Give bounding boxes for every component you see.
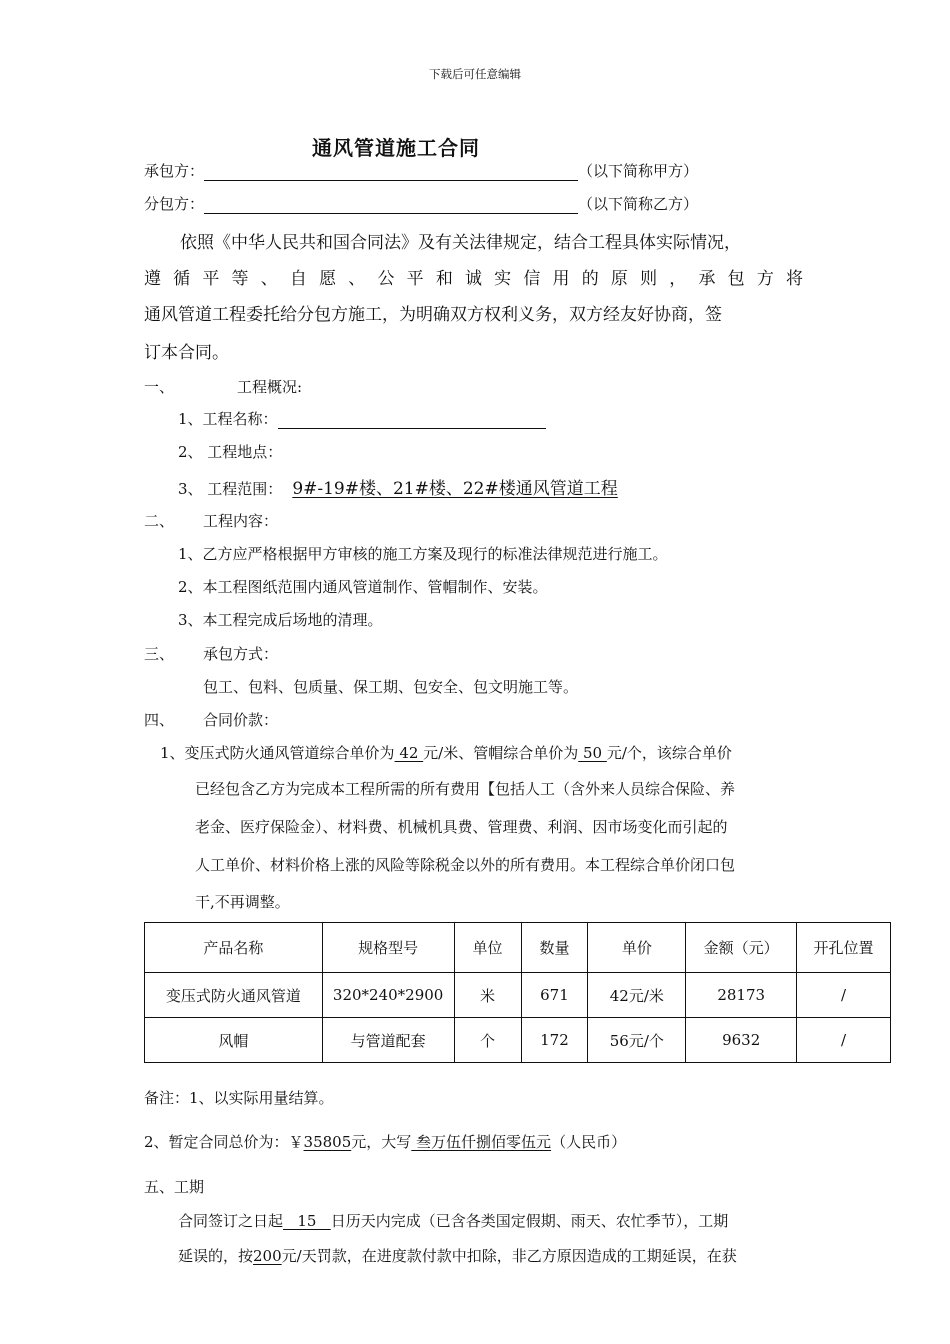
project-name-blank[interactable] (278, 410, 546, 429)
table-header-cell: 产品名称 (145, 923, 323, 973)
intro-line-2: 遵循平等、自愿、公平和诚实信用的原则，承包方将 (144, 269, 804, 289)
price-text-b: 元/米、管帽综合单价为 (423, 744, 579, 762)
section2-number: 二、 (144, 512, 175, 530)
table-header-cell: 单价 (588, 923, 686, 973)
table-cell: 与管道配套 (322, 1018, 454, 1063)
table-cell: / (797, 973, 891, 1018)
intro-line-4: 订本合同。 (144, 343, 229, 363)
intro-line-3: 通风管道工程委托给分包方施工，为明确双方权利义务，双方经友好协商，签 (144, 305, 722, 325)
section3-number: 三、 (144, 645, 175, 663)
table-cell: 米 (454, 973, 521, 1018)
table-row (145, 1018, 891, 1063)
table-header-row (145, 923, 891, 973)
subcontractor-label: 分包方： (144, 195, 205, 213)
document-title: 通风管道施工合同 (312, 136, 480, 160)
schedule-text-b: 日历天内完成（已含各类国定假期、雨天、农忙季节），工期 (330, 1212, 729, 1230)
subcontractor-line (144, 193, 698, 214)
schedule-days: 15 (283, 1212, 331, 1230)
total-amount-words: 叁万伍仟捌佰零伍元 (411, 1133, 552, 1151)
section3-title: 承包方式： (203, 645, 279, 663)
section1-number: 一、 (144, 378, 175, 396)
price-text-a: 1、变压式防火通风管道综合单价为 (160, 744, 395, 762)
download-note: 下载后可任意编辑 (429, 67, 521, 81)
intro-line-1: 依照《中华人民共和国合同法》及有关法律规定，结合工程具体实际情况， (180, 233, 741, 253)
price-line-3: 老金、医疗保险金）、材料费、机械机具费、管理费、利润、因市场变化而引起的 (195, 818, 728, 836)
table-row (145, 973, 891, 1018)
table-cell: 172 (521, 1018, 588, 1063)
table-cell: 变压式防火通风管道 (145, 973, 323, 1018)
project-location-label: 2、 工程地点： (178, 443, 283, 461)
subcontractor-blank[interactable] (204, 195, 578, 214)
contractor-label: 承包方： (144, 162, 205, 180)
price-line-1 (160, 742, 732, 763)
price-line-4: 人工单价、材料价格上涨的风险等除税金以外的所有费用。本工程综合单价闭口包 (195, 856, 736, 874)
pricing-table (144, 922, 891, 1063)
table-header-cell: 数量 (521, 923, 588, 973)
table-cell: 56元/个 (588, 1018, 686, 1063)
contractor-suffix: （以下简称甲方） (578, 162, 699, 180)
section5-title: 五、工期 (144, 1178, 205, 1196)
section2-title: 工程内容： (203, 512, 279, 530)
price-line-2: 已经包含乙方为完成本工程所需的所有费用【包括人工（含外来人员综合保险、养 (195, 780, 736, 798)
delay-penalty: 200 (253, 1247, 282, 1265)
subcontractor-suffix: （以下简称乙方） (578, 195, 699, 213)
duct-unit-price: 42 (394, 744, 424, 762)
content-item-2: 2、本工程图纸范围内通风管道制作、管帽制作、安装。 (178, 578, 548, 596)
total-text-c: （人民币） (551, 1133, 627, 1151)
project-scope-line (178, 474, 618, 499)
cap-unit-price: 50 (578, 744, 607, 762)
total-amount: 35805 (303, 1133, 352, 1151)
contractor-blank[interactable] (204, 162, 578, 181)
table-cell: 671 (521, 973, 588, 1018)
content-item-3: 3、本工程完成后场地的清理。 (178, 611, 383, 629)
content-item-1: 1、乙方应严格根据甲方审核的施工方案及现行的标准法律规范进行施工。 (178, 545, 668, 563)
table-cell: 9632 (686, 1018, 797, 1063)
table-cell: 320*240*2900 (322, 973, 454, 1018)
total-text-b: 元，大写 (351, 1133, 412, 1151)
project-name-label: 1、工程名称： (178, 410, 278, 428)
table-cell: 个 (454, 1018, 521, 1063)
table-cell: 42元/米 (588, 973, 686, 1018)
contract-mode-content: 包工、包料、包质量、保工期、包安全、包文明施工等。 (203, 678, 579, 696)
table-header-cell: 规格型号 (322, 923, 454, 973)
project-scope-value: 9#-19#楼、21#楼、22#楼通风管道工程 (292, 479, 618, 499)
price-line-5: 干,不再调整。 (195, 893, 290, 911)
contractor-line (144, 160, 698, 181)
schedule-line-2 (178, 1245, 737, 1266)
table-cell: / (797, 1018, 891, 1063)
total-text-a: 2、暂定合同总价为：￥ (144, 1133, 304, 1151)
price-text-c: 元/个，该综合单价 (606, 744, 732, 762)
remark-note: 备注：1、以实际用量结算。 (144, 1089, 334, 1107)
table-cell: 风帽 (145, 1018, 323, 1063)
project-scope-label: 3、 工程范围： (178, 480, 283, 498)
schedule-text-a: 合同签订之日起 (178, 1212, 284, 1230)
section1-title: 工程概况: (237, 378, 303, 396)
project-name-line (178, 408, 546, 429)
schedule-text-d: 元/天罚款，在进度款付款中扣除，非乙方原因造成的工期延误，在获 (281, 1247, 737, 1265)
schedule-text-c: 延误的，按 (178, 1247, 254, 1265)
table-header-cell: 金额（元） (686, 923, 797, 973)
section4-number: 四、 (144, 711, 175, 729)
schedule-line-1 (178, 1210, 728, 1231)
total-price-line (144, 1131, 626, 1152)
table-header-cell: 开孔位置 (797, 923, 891, 973)
table-header-cell: 单位 (454, 923, 521, 973)
section4-title: 合同价款： (203, 711, 279, 729)
table-cell: 28173 (686, 973, 797, 1018)
